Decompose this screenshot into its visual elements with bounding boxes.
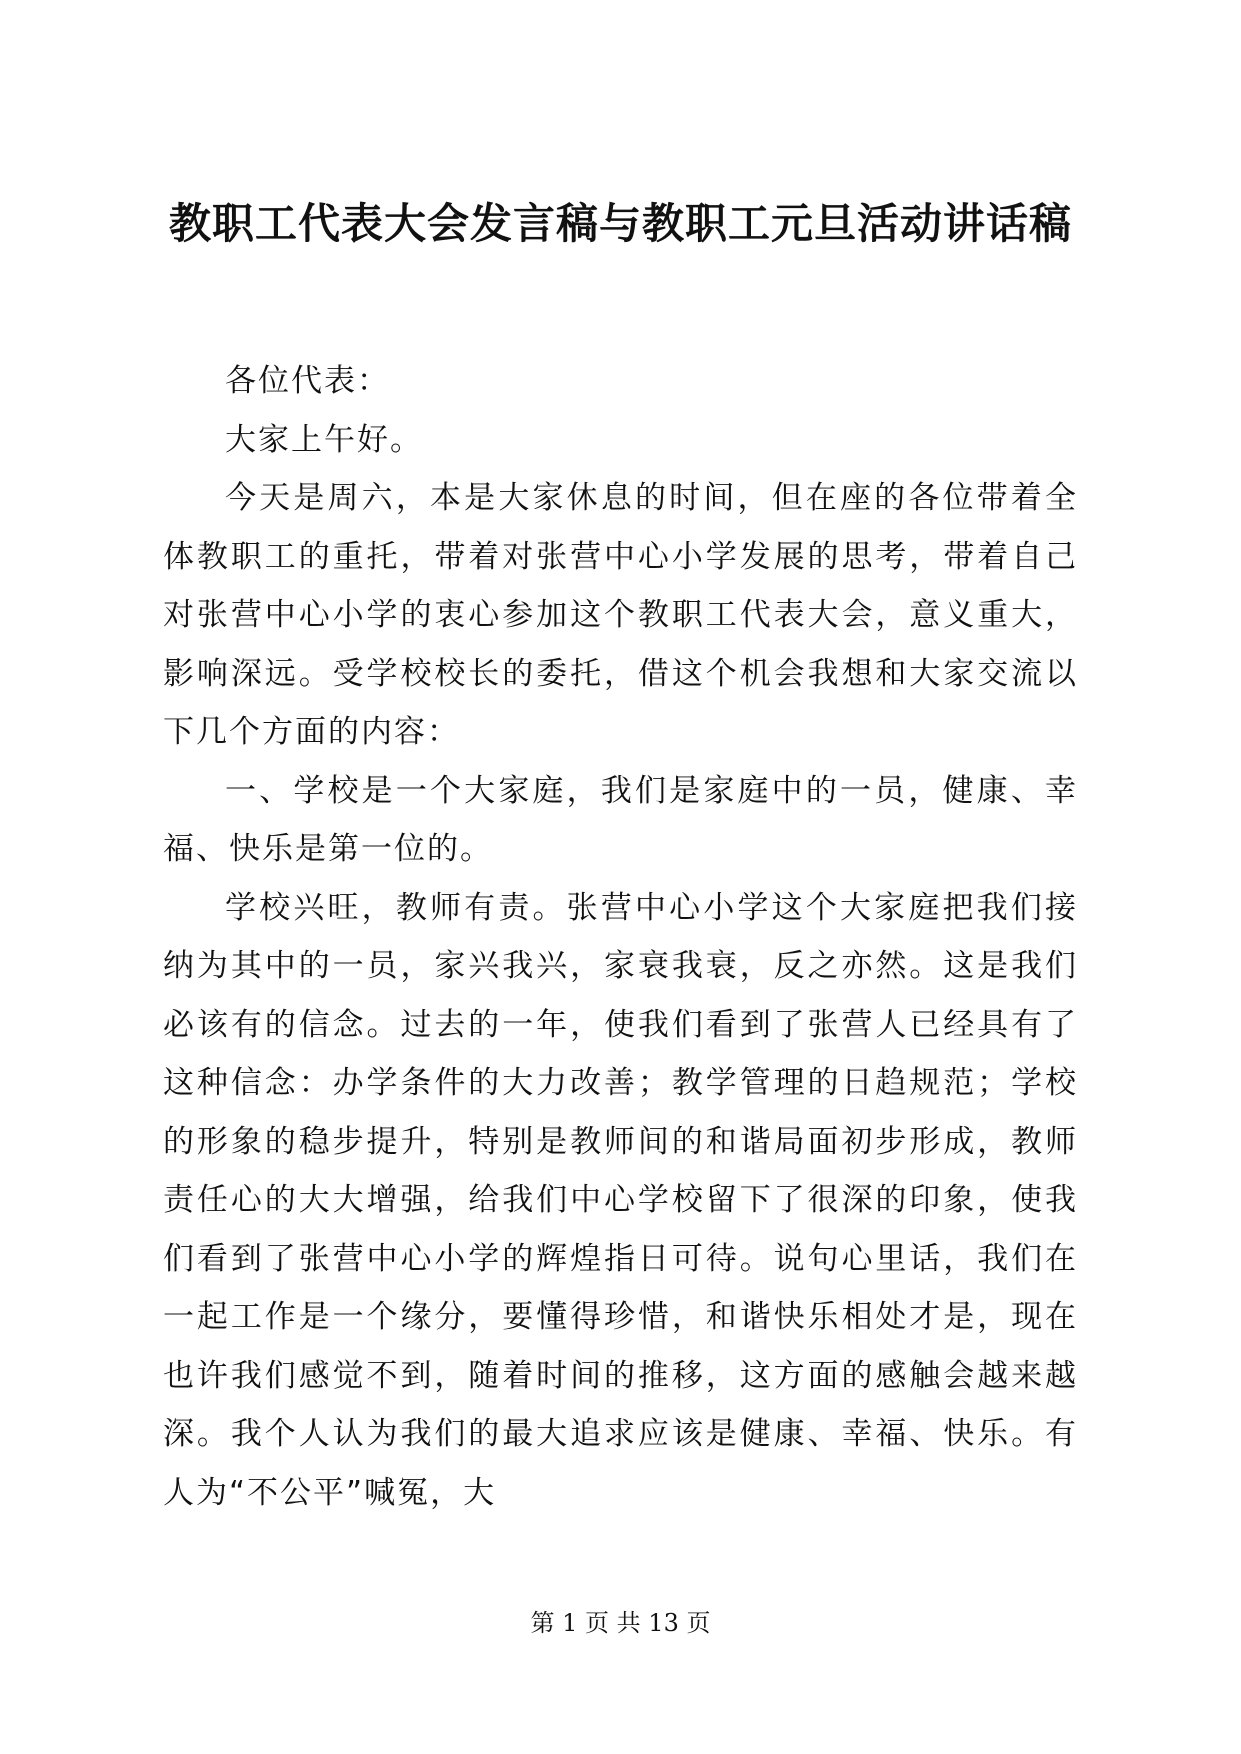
paragraph-section-heading-1: 一、学校是一个大家庭，我们是家庭中的一员，健康、幸福、快乐是第一位的。 xyxy=(163,772,1078,867)
page-footer: 第 1 页 共 13 页 xyxy=(530,1609,711,1637)
document-title: 教职工代表大会发言稿与教职工元旦活动讲话稿 xyxy=(168,199,1072,248)
paragraph-section-body-1: 学校兴旺，教师有责。张营中心小学这个大家庭把我们接纳为其中的一员，家兴我兴，家衰我衰，反之亦然。这是我们必该有的信念。过去的一年，使我们看到了张营人已经具有了这种信念：办学条件的大力改善；教学管理的日趋规范；学校的形象的稳步提升，特别是教师间的和谐局面初步形成，教师责任心的大大增强，给我们中心学校留下了很深的印象，使我们看到了张营中心小学的辉煌指日可待。说句心里话，我们在一起工作是一个缘分，要懂得珍惜，和谐快乐相处才是，现在也许我们感觉不到，随着时间的推移，这方面的感触会越来越深。我个人认为我们的最大追求应该是健康、幸福、快乐。有人为“不公平”喊冤，大 xyxy=(163,889,1078,1511)
paragraph-greeting: 大家上午好。 xyxy=(225,421,423,458)
document-body xyxy=(163,352,1078,1522)
paragraph-intro: 今天是周六，本是大家休息的时间，但在座的各位带着全体教职工的重托，带着对张营中心小学发展的思考，带着自己对张营中心小学的衷心参加这个教职工代表大会，意义重大，影响深远。受学校校长的委托，借这个机会我想和大家交流以下几个方面的内容： xyxy=(163,480,1078,750)
paragraph-salutation: 各位代表： xyxy=(225,363,390,399)
